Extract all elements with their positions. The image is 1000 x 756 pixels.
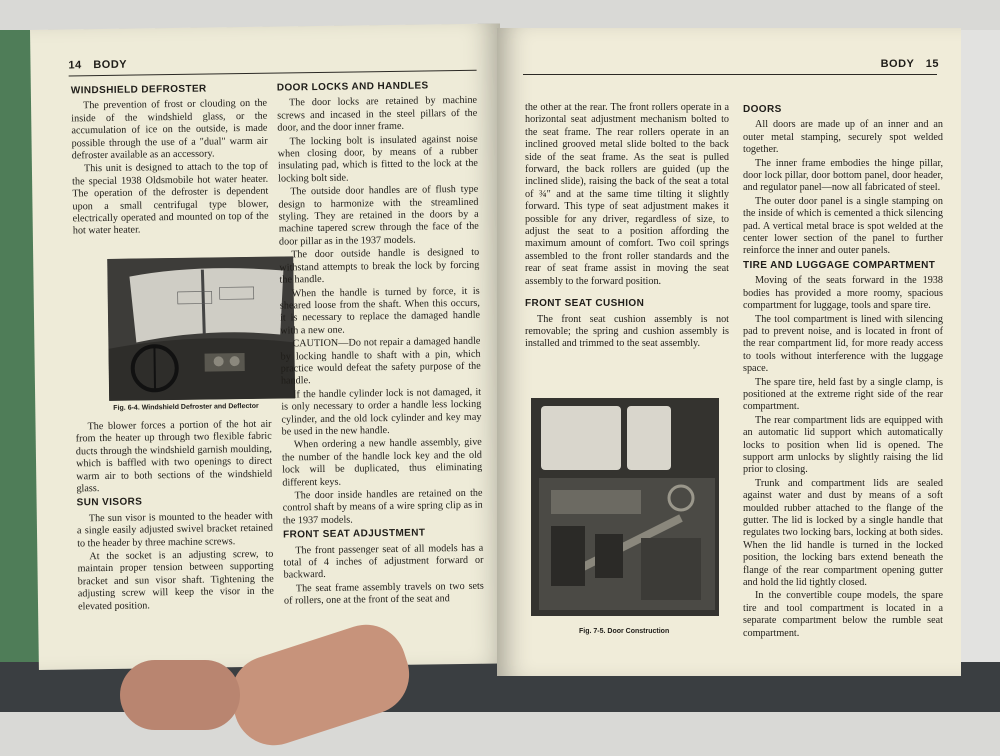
paragraph: If the handle cylinder lock is not damaged, it is only necessary to order a handle less locking cylinder, and the old lock cylinder and key may be used in the new handle. [281, 386, 482, 438]
left-column-1-continued [75, 419, 274, 615]
paragraph: The sun visor is mounted to the header with a single easily adjusted swivel bracket retained to the header by three machine screws. [76, 510, 274, 550]
figure-windshield-defroster [107, 256, 295, 401]
windshield-photo [107, 256, 295, 401]
paragraph: Trunk and compartment lids are sealed against water and dust by means of a soft moulded rubber attached to the flange of the gutter. The lid is locked by a single handle that regulates two locking bars, locking at both sides. When the lid handle is turned in the locked position, the locking bars extend beneath the flange of the rear compartment opening gutter and hold the lid tightly closed. [743, 477, 943, 589]
paragraph: CAUTION—Do not repair a damaged handle by locking handle to shaft with a pin, which practice would defeat the safety purpose of the handle. [280, 335, 481, 387]
heading-door-locks: DOOR LOCKS AND HANDLES [276, 80, 429, 94]
paragraph: The inner frame embodies the hinge pillar, door lock pillar, door bottom panel, door header, and regulator panel—now all fabricated of steel. [743, 157, 943, 194]
right-page-number: 15 [925, 58, 939, 70]
left-page-number: 14 [68, 59, 82, 72]
hand-fingers [120, 660, 240, 730]
paragraph: The tool compartment is lined with silencing pad to prevent noise, and is located in front of the rear compartment lid, for more ready access to tools without interference with the luggage space. [743, 313, 943, 375]
right-header-rule [523, 74, 937, 75]
paragraph: The door inside handles are retained on the control shaft by means of a wire spring clip as in the 1937 models. [282, 487, 483, 527]
left-page [30, 23, 509, 669]
left-header-rule [69, 70, 477, 77]
paragraph: The seat frame assembly travels on two sets of rollers, one at the front of the seat and [283, 580, 484, 607]
paragraph: The front passenger seat of all models has a total of 4 inches of adjustment forward or backward. [283, 542, 484, 581]
left-column-2 [277, 78, 484, 609]
paragraph: The prevention of frost or clouding on the inside of the windshield glass, or the accumulation of ice on the outside, is made possible through the use of a "dual" warm air defroster available as an accessory. [71, 98, 268, 162]
paragraph: The spare tire, held fast by a single clamp, is positioned at the extreme right side of the rear compartment. [743, 376, 943, 413]
paragraph: This unit is designed to attach to the top of the special 1938 Oldsmobile hot water heater. The operation of the defroster is dependent upon a small centrifugal type blower, electrically operated and mounted on top of the hot water heater. [72, 161, 269, 237]
figure-door-construction [531, 398, 719, 616]
heading-windshield-defroster: WINDSHIELD DEFROSTER [70, 83, 207, 97]
paragraph: The blower forces a portion of the hot air from the heater up through two flexible fabric ducts through the windshield garnish moulding, which is baffled with two openings to direct warm air to both sections of the windshield glass. [75, 418, 273, 495]
right-running-title: BODY [880, 58, 915, 70]
paragraph: The outer door panel is a single stamping on the inside of which is cemented a thick silencing pad. A vertical metal brace is spot welded at the center lower section of the panel to further reinforce the inner and outer panels. [743, 195, 943, 257]
paragraph: When ordering a new handle assembly, give the number of the handle lock key and the old lock will be duplicated, thus eliminating different keys. [281, 437, 483, 489]
right-page [497, 28, 961, 676]
paragraph: Moving of the seats forward in the 1938 bodies has provided a more roomy, spacious compartment for luggage, tools and spare tire. [743, 275, 943, 312]
paragraph: the other at the rear. The front rollers operate in a horizontal seat adjustment mechanism bolted to the seat frame. The rear rollers operate in an inclined grooved metal slide bolted to the back side of the seat frame. As the seat is pulled forward, the back rollers are guided (up the inclined slide), raising the back of the seat a total of ¾" and at the same time tilting it slightly forward. This type of seat adjustment makes it possible for any driver, regardless of size, to adjust the seat to a position affording the maximum amount of comfort. Two coil springs assembled to the front roller standards and the rear of seat frame assist in moving the seat assembly to the forward position. [525, 102, 729, 287]
heading-front-seat-adjustment: FRONT SEAT ADJUSTMENT [283, 527, 426, 541]
heading-sun-visors: SUN VISORS [76, 496, 143, 509]
paragraph: The front seat cushion assembly is not removable; the spring and cushion assembly is installed and trimmed to the seat assembly. [525, 313, 729, 350]
paragraph: The rear compartment lids are equipped with an automatic lid support which automatically locks to position when lid is opened. The support arm unlocks by slightly raising the lid prior to closing. [743, 414, 943, 476]
paragraph: When the handle is turned by force, it is sheared loose from the shaft. When this occurs, it is necessary to replace the damaged handle with a new one. [279, 285, 481, 337]
right-column-2 [743, 102, 943, 641]
paragraph: The outside door handles are of flush type design to harmonize with the streamlined styling. They are retained in the doors by a machine tapered screw through the face of the door pillar as in the 1937 models. [278, 184, 479, 248]
left-running-head [68, 59, 127, 72]
left-column-1 [71, 81, 269, 240]
paragraph: The door outside handle is designed to withstand attempts to break the lock by forcing the handle. [279, 247, 480, 286]
paragraph: The locking bolt is insulated against noise when closing door, by means of a rubber insulating pad, which is fitted to the lock at the locking bolt side. [277, 133, 478, 185]
heading-front-seat-cushion: FRONT SEAT CUSHION [525, 298, 645, 310]
figure-caption: Fig. 6-4. Windshield Defroster and Deflector [113, 402, 259, 412]
figure-caption: Fig. 7-5. Door Construction [579, 628, 670, 635]
paragraph: All doors are made up of an inner and an outer metal stamping, securely spot welded together. [743, 119, 943, 156]
paragraph: In the convertible coupe models, the spare tire and tool compartment is located in a separate compartment below the rumble seat compartment. [743, 590, 943, 639]
background-surface [960, 30, 1000, 670]
heading-doors: DOORS [743, 104, 782, 115]
paragraph: At the socket is an adjusting screw, to maintain proper tension between supporting bracket and sun visor shaft. Tightening the adjusting screw will keep the visor in the elevated position. [77, 548, 274, 613]
door-photo [531, 398, 719, 616]
left-running-title: BODY [93, 58, 128, 72]
right-column-1 [525, 102, 729, 352]
heading-tire-luggage: TIRE AND LUGGAGE COMPARTMENT [743, 259, 936, 271]
paragraph: The door locks are retained by machine screws and incased in the steel pillars of the door, and the door inner frame. [277, 95, 478, 134]
right-running-head [881, 58, 939, 70]
